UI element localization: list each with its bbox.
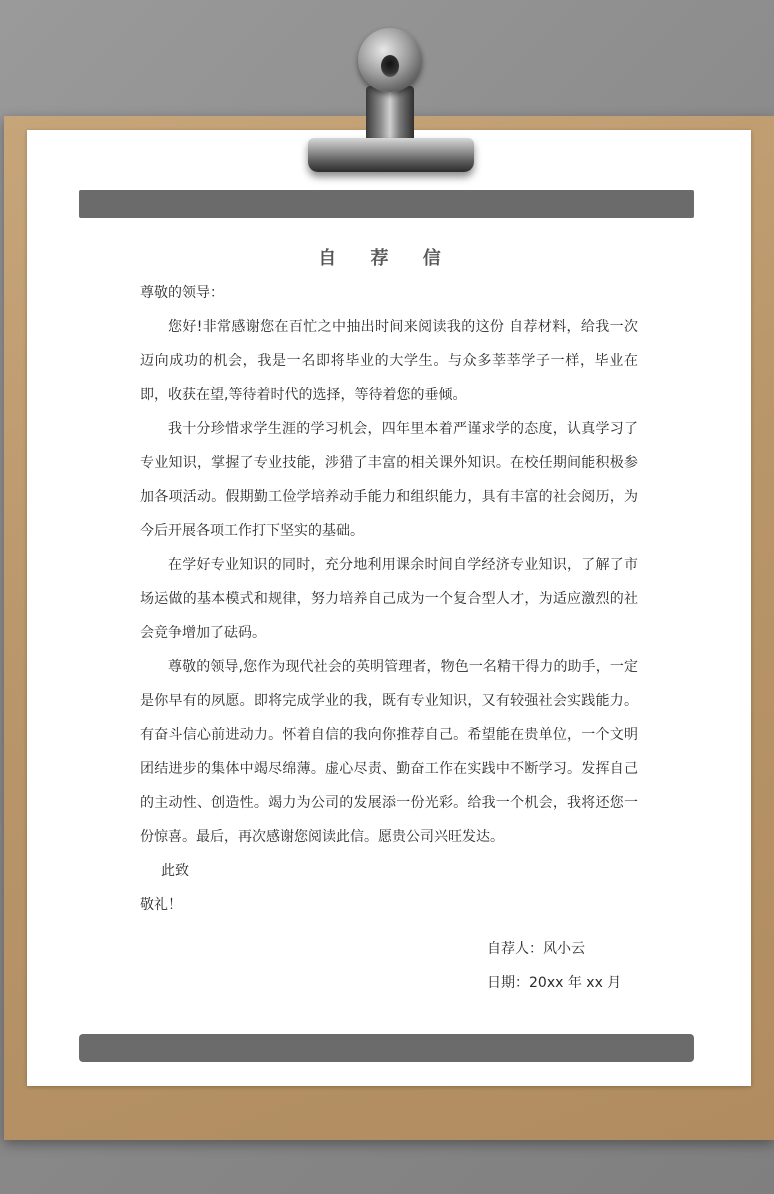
salutation: 尊敬的领导： bbox=[140, 285, 224, 301]
signature: 自荐人：风小云 bbox=[487, 941, 585, 957]
letter-body bbox=[140, 276, 638, 922]
clip-hole bbox=[381, 55, 399, 77]
letter-title: 自 荐 信 bbox=[318, 248, 455, 269]
clip-base bbox=[308, 138, 474, 172]
clip-neck bbox=[366, 86, 414, 142]
paragraph-1: 您好!非常感谢您在百忙之中抽出时间来阅读我的这份 自荐材料，给我一次迈向成功的机会，我是一名即将毕业的大学生。与众多莘莘学子一样，毕业在即，收获在望,等待着时代的选择，等待着您的垂倾。 bbox=[140, 319, 638, 403]
paragraph-4: 尊敬的领导,您作为现代社会的英明管理者，物色一名精干得力的助手，一定是你早有的夙愿。即将完成学业的我，既有专业知识，又有较强社会实践能力。有奋斗信心前进动力。怀着自信的我向你推荐自己。希望能在贵单位，一个文明团结进步的集体中竭尽绵薄。虚心尽责、勤奋工作在实践中不断学习。发挥自己的主动性、创造性。竭力为公司的发展添一份光彩。给我一个机会，我将还您一份惊喜。最后，再次感谢您阅读此信。愿贵公司兴旺发达。 bbox=[140, 659, 638, 845]
paragraph-3: 在学好专业知识的同时，充分地利用课余时间自学经济专业知识，了解了市场运做的基本模式和规律，努力培养自己成为一个复合型人才，为适应激烈的社会竞争增加了砝码。 bbox=[140, 557, 638, 641]
closing-line-2: 敬礼！ bbox=[140, 897, 182, 913]
footer-bar bbox=[79, 1034, 694, 1062]
paragraph-2: 我十分珍惜求学生涯的学习机会，四年里本着严谨求学的态度，认真学习了专业知识，掌握了专业技能，涉猎了丰富的相关课外知识。在校任期间能积极参加各项活动。假期勤工俭学培养动手能力和组织能力，具有丰富的社会阅历，为今后开展各项工作打下坚实的基础。 bbox=[140, 421, 638, 539]
header-bar bbox=[79, 190, 694, 218]
date-line: 日期：20xx 年 xx 月 bbox=[487, 975, 622, 991]
closing-line-1: 此致 bbox=[161, 863, 189, 879]
